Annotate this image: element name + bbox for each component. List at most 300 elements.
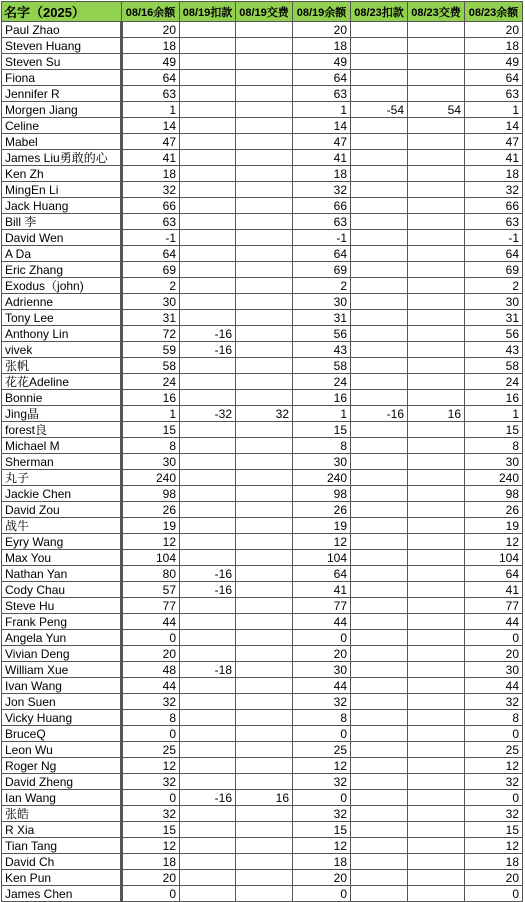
name-cell[interactable]: Sherman	[2, 454, 122, 470]
balance-0823-cell[interactable]: 19	[465, 518, 523, 534]
payment-0823-cell[interactable]	[408, 534, 465, 550]
name-cell[interactable]: Paul Zhao	[2, 22, 122, 38]
balance-0819-cell[interactable]: 43	[293, 342, 351, 358]
deduction-0819-cell[interactable]	[180, 358, 236, 374]
payment-0823-cell[interactable]	[408, 678, 465, 694]
deduction-0819-cell[interactable]	[180, 246, 236, 262]
balance-0819-cell[interactable]: 30	[293, 454, 351, 470]
balance-0823-cell[interactable]: 15	[465, 422, 523, 438]
payment-0823-cell[interactable]	[408, 214, 465, 230]
payment-0823-cell[interactable]	[408, 86, 465, 102]
name-cell[interactable]: Cody Chau	[2, 582, 122, 598]
deduction-0819-cell[interactable]	[180, 38, 236, 54]
deduction-0823-cell[interactable]	[351, 134, 408, 150]
payment-0823-cell[interactable]	[408, 182, 465, 198]
payment-0819-cell[interactable]	[236, 390, 293, 406]
balance-0816-cell[interactable]: 48	[122, 662, 180, 678]
payment-0823-cell[interactable]	[408, 278, 465, 294]
payment-0823-cell[interactable]	[408, 246, 465, 262]
balance-0819-cell[interactable]: 32	[293, 694, 351, 710]
payment-0823-cell[interactable]	[408, 726, 465, 742]
deduction-0823-cell[interactable]	[351, 198, 408, 214]
payment-0819-cell[interactable]	[236, 358, 293, 374]
balance-0823-cell[interactable]: 20	[465, 646, 523, 662]
deduction-0819-cell[interactable]	[180, 454, 236, 470]
payment-0823-cell[interactable]	[408, 358, 465, 374]
balance-0819-cell[interactable]: 18	[293, 38, 351, 54]
name-cell[interactable]: Ken Pun	[2, 870, 122, 886]
deduction-0819-cell[interactable]	[180, 694, 236, 710]
balance-0816-cell[interactable]: 104	[122, 550, 180, 566]
deduction-0823-cell[interactable]	[351, 214, 408, 230]
balance-0816-cell[interactable]: 1	[122, 406, 180, 422]
name-cell[interactable]: vivek	[2, 342, 122, 358]
balance-0816-cell[interactable]: 20	[122, 870, 180, 886]
deduction-0823-cell[interactable]	[351, 726, 408, 742]
name-cell[interactable]: Adrienne	[2, 294, 122, 310]
balance-0823-cell[interactable]: 44	[465, 614, 523, 630]
balance-0816-cell[interactable]: 1	[122, 102, 180, 118]
balance-0823-cell[interactable]: 18	[465, 166, 523, 182]
payment-0819-cell[interactable]	[236, 806, 293, 822]
name-cell[interactable]: Jack Huang	[2, 198, 122, 214]
payment-0823-cell[interactable]	[408, 694, 465, 710]
deduction-0819-cell[interactable]	[180, 470, 236, 486]
payment-0819-cell[interactable]	[236, 438, 293, 454]
deduction-0819-cell[interactable]	[180, 150, 236, 166]
payment-0819-cell[interactable]	[236, 262, 293, 278]
balance-0819-cell[interactable]: 20	[293, 870, 351, 886]
deduction-0823-cell[interactable]	[351, 294, 408, 310]
balance-0823-cell[interactable]: 16	[465, 390, 523, 406]
payment-0819-cell[interactable]	[236, 886, 293, 902]
balance-0819-cell[interactable]: 58	[293, 358, 351, 374]
balance-0819-cell[interactable]: 18	[293, 166, 351, 182]
balance-0816-cell[interactable]: 0	[122, 726, 180, 742]
name-cell[interactable]: Morgen Jiang	[2, 102, 122, 118]
deduction-0823-cell[interactable]	[351, 774, 408, 790]
payment-0823-cell[interactable]	[408, 886, 465, 902]
deduction-0819-cell[interactable]	[180, 390, 236, 406]
balance-0823-cell[interactable]: 41	[465, 150, 523, 166]
payment-0819-cell[interactable]: 16	[236, 790, 293, 806]
balance-0823-cell[interactable]: 63	[465, 214, 523, 230]
name-cell[interactable]: Ian Wang	[2, 790, 122, 806]
deduction-0823-cell[interactable]	[351, 358, 408, 374]
name-cell[interactable]: Steven Huang	[2, 38, 122, 54]
payment-0819-cell[interactable]	[236, 534, 293, 550]
deduction-0819-cell[interactable]: -32	[180, 406, 236, 422]
balance-0819-cell[interactable]: 2	[293, 278, 351, 294]
balance-0823-cell[interactable]: 32	[465, 694, 523, 710]
payment-0823-cell[interactable]	[408, 582, 465, 598]
deduction-0819-cell[interactable]	[180, 822, 236, 838]
balance-0816-cell[interactable]: 72	[122, 326, 180, 342]
balance-0816-cell[interactable]: 32	[122, 182, 180, 198]
payment-0819-cell[interactable]	[236, 38, 293, 54]
balance-0823-cell[interactable]: 32	[465, 182, 523, 198]
balance-0823-cell[interactable]: 20	[465, 870, 523, 886]
deduction-0823-cell[interactable]	[351, 822, 408, 838]
deduction-0819-cell[interactable]	[180, 550, 236, 566]
name-cell[interactable]: Eyry Wang	[2, 534, 122, 550]
balance-0823-cell[interactable]: 43	[465, 342, 523, 358]
deduction-0823-cell[interactable]	[351, 630, 408, 646]
balance-0819-cell[interactable]: 32	[293, 774, 351, 790]
deduction-0823-cell[interactable]	[351, 582, 408, 598]
payment-0823-cell[interactable]	[408, 774, 465, 790]
balance-0819-cell[interactable]: 47	[293, 134, 351, 150]
balance-0816-cell[interactable]: 12	[122, 758, 180, 774]
balance-0823-cell[interactable]: 30	[465, 454, 523, 470]
payment-0819-cell[interactable]	[236, 838, 293, 854]
balance-0816-cell[interactable]: 80	[122, 566, 180, 582]
balance-0819-cell[interactable]: 66	[293, 198, 351, 214]
deduction-0819-cell[interactable]	[180, 198, 236, 214]
balance-0823-cell[interactable]: 47	[465, 134, 523, 150]
payment-0819-cell[interactable]	[236, 470, 293, 486]
payment-0819-cell[interactable]	[236, 22, 293, 38]
name-cell[interactable]: forest良	[2, 422, 122, 438]
name-cell[interactable]: David Wen	[2, 230, 122, 246]
payment-0819-cell[interactable]	[236, 678, 293, 694]
balance-0823-cell[interactable]: 1	[465, 406, 523, 422]
deduction-0819-cell[interactable]	[180, 310, 236, 326]
deduction-0819-cell[interactable]: -16	[180, 342, 236, 358]
deduction-0819-cell[interactable]	[180, 182, 236, 198]
name-cell[interactable]: Vicky Huang	[2, 710, 122, 726]
payment-0823-cell[interactable]	[408, 502, 465, 518]
balance-0816-cell[interactable]: 64	[122, 246, 180, 262]
payment-0823-cell[interactable]	[408, 150, 465, 166]
balance-0816-cell[interactable]: 30	[122, 454, 180, 470]
deduction-0823-cell[interactable]	[351, 758, 408, 774]
balance-0816-cell[interactable]: 69	[122, 262, 180, 278]
deduction-0819-cell[interactable]	[180, 614, 236, 630]
payment-0823-cell[interactable]	[408, 374, 465, 390]
payment-0823-cell[interactable]	[408, 870, 465, 886]
payment-0823-cell[interactable]	[408, 646, 465, 662]
deduction-0823-cell[interactable]	[351, 486, 408, 502]
deduction-0823-cell[interactable]	[351, 886, 408, 902]
payment-0819-cell[interactable]	[236, 710, 293, 726]
balance-0823-cell[interactable]: 69	[465, 262, 523, 278]
balance-0819-cell[interactable]: 44	[293, 678, 351, 694]
balance-0823-cell[interactable]: 64	[465, 70, 523, 86]
deduction-0823-cell[interactable]	[351, 742, 408, 758]
payment-0823-cell[interactable]	[408, 742, 465, 758]
payment-0819-cell[interactable]	[236, 310, 293, 326]
payment-0819-cell[interactable]	[236, 150, 293, 166]
name-cell[interactable]: MingEn Li	[2, 182, 122, 198]
deduction-0823-cell[interactable]	[351, 646, 408, 662]
balance-0819-cell[interactable]: 41	[293, 150, 351, 166]
balance-0816-cell[interactable]: 8	[122, 710, 180, 726]
header-0819-balance[interactable]: 08/19余额	[293, 2, 351, 22]
payment-0823-cell[interactable]	[408, 470, 465, 486]
name-cell[interactable]: BruceQ	[2, 726, 122, 742]
header-0819-deduction[interactable]: 08/19扣款	[180, 2, 236, 22]
name-cell[interactable]: David Zou	[2, 502, 122, 518]
deduction-0823-cell[interactable]: -54	[351, 102, 408, 118]
deduction-0819-cell[interactable]	[180, 86, 236, 102]
deduction-0819-cell[interactable]: -16	[180, 566, 236, 582]
payment-0819-cell[interactable]	[236, 774, 293, 790]
balance-0819-cell[interactable]: 32	[293, 806, 351, 822]
balance-0823-cell[interactable]: 12	[465, 758, 523, 774]
deduction-0819-cell[interactable]	[180, 646, 236, 662]
balance-0816-cell[interactable]: 14	[122, 118, 180, 134]
balance-0816-cell[interactable]: 66	[122, 198, 180, 214]
deduction-0819-cell[interactable]	[180, 422, 236, 438]
name-cell[interactable]: Jon Suen	[2, 694, 122, 710]
balance-0816-cell[interactable]: 15	[122, 822, 180, 838]
balance-0823-cell[interactable]: 20	[465, 22, 523, 38]
name-cell[interactable]: Steve Hu	[2, 598, 122, 614]
balance-0816-cell[interactable]: 30	[122, 294, 180, 310]
balance-0816-cell[interactable]: 57	[122, 582, 180, 598]
payment-0823-cell[interactable]	[408, 566, 465, 582]
deduction-0819-cell[interactable]: -16	[180, 790, 236, 806]
header-name[interactable]: 名字（2025）	[2, 2, 122, 22]
payment-0823-cell[interactable]	[408, 438, 465, 454]
balance-0819-cell[interactable]: 44	[293, 614, 351, 630]
payment-0823-cell[interactable]: 54	[408, 102, 465, 118]
deduction-0823-cell[interactable]	[351, 502, 408, 518]
balance-0823-cell[interactable]: 30	[465, 294, 523, 310]
payment-0819-cell[interactable]	[236, 326, 293, 342]
balance-0816-cell[interactable]: 32	[122, 774, 180, 790]
header-0823-payment[interactable]: 08/23交费	[408, 2, 465, 22]
name-cell[interactable]: 花花Adeline	[2, 374, 122, 390]
deduction-0823-cell[interactable]	[351, 838, 408, 854]
name-cell[interactable]: Leon Wu	[2, 742, 122, 758]
balance-0823-cell[interactable]: 58	[465, 358, 523, 374]
payment-0819-cell[interactable]	[236, 86, 293, 102]
name-cell[interactable]: Anthony Lin	[2, 326, 122, 342]
deduction-0823-cell[interactable]	[351, 390, 408, 406]
deduction-0819-cell[interactable]	[180, 134, 236, 150]
deduction-0819-cell[interactable]	[180, 710, 236, 726]
name-cell[interactable]: Ivan Wang	[2, 678, 122, 694]
payment-0823-cell[interactable]	[408, 38, 465, 54]
balance-0816-cell[interactable]: 64	[122, 70, 180, 86]
balance-0823-cell[interactable]: 32	[465, 806, 523, 822]
payment-0823-cell[interactable]	[408, 710, 465, 726]
payment-0819-cell[interactable]	[236, 582, 293, 598]
deduction-0823-cell[interactable]	[351, 22, 408, 38]
balance-0816-cell[interactable]: 63	[122, 214, 180, 230]
balance-0819-cell[interactable]: 32	[293, 182, 351, 198]
payment-0819-cell[interactable]: 32	[236, 406, 293, 422]
deduction-0823-cell[interactable]	[351, 278, 408, 294]
deduction-0823-cell[interactable]	[351, 534, 408, 550]
payment-0819-cell[interactable]	[236, 550, 293, 566]
payment-0819-cell[interactable]	[236, 630, 293, 646]
deduction-0823-cell[interactable]	[351, 598, 408, 614]
deduction-0823-cell[interactable]	[351, 870, 408, 886]
name-cell[interactable]: Michael M	[2, 438, 122, 454]
name-cell[interactable]: Frank Peng	[2, 614, 122, 630]
balance-0816-cell[interactable]: 20	[122, 646, 180, 662]
payment-0819-cell[interactable]	[236, 646, 293, 662]
balance-0819-cell[interactable]: 64	[293, 246, 351, 262]
deduction-0823-cell[interactable]	[351, 374, 408, 390]
balance-0816-cell[interactable]: 19	[122, 518, 180, 534]
deduction-0819-cell[interactable]	[180, 886, 236, 902]
deduction-0823-cell[interactable]: -16	[351, 406, 408, 422]
payment-0819-cell[interactable]	[236, 182, 293, 198]
payment-0819-cell[interactable]	[236, 598, 293, 614]
balance-0819-cell[interactable]: 12	[293, 758, 351, 774]
balance-0816-cell[interactable]: 15	[122, 422, 180, 438]
name-cell[interactable]: Angela Yun	[2, 630, 122, 646]
deduction-0823-cell[interactable]	[351, 614, 408, 630]
balance-0819-cell[interactable]: 56	[293, 326, 351, 342]
balance-0816-cell[interactable]: 58	[122, 358, 180, 374]
balance-0819-cell[interactable]: 12	[293, 534, 351, 550]
balance-0816-cell[interactable]: 24	[122, 374, 180, 390]
balance-0819-cell[interactable]: 24	[293, 374, 351, 390]
deduction-0823-cell[interactable]	[351, 150, 408, 166]
deduction-0823-cell[interactable]	[351, 806, 408, 822]
deduction-0819-cell[interactable]	[180, 278, 236, 294]
deduction-0823-cell[interactable]	[351, 694, 408, 710]
payment-0819-cell[interactable]	[236, 198, 293, 214]
payment-0823-cell[interactable]	[408, 806, 465, 822]
payment-0819-cell[interactable]	[236, 102, 293, 118]
balance-0816-cell[interactable]: 18	[122, 166, 180, 182]
balance-0819-cell[interactable]: 63	[293, 214, 351, 230]
balance-0823-cell[interactable]: 41	[465, 582, 523, 598]
balance-0819-cell[interactable]: 25	[293, 742, 351, 758]
name-cell[interactable]: David Ch	[2, 854, 122, 870]
balance-0823-cell[interactable]: 64	[465, 566, 523, 582]
balance-0823-cell[interactable]: 104	[465, 550, 523, 566]
payment-0819-cell[interactable]	[236, 854, 293, 870]
balance-0823-cell[interactable]: 49	[465, 54, 523, 70]
balance-0823-cell[interactable]: 0	[465, 726, 523, 742]
deduction-0823-cell[interactable]	[351, 438, 408, 454]
payment-0823-cell[interactable]	[408, 454, 465, 470]
balance-0816-cell[interactable]: 49	[122, 54, 180, 70]
deduction-0819-cell[interactable]	[180, 166, 236, 182]
payment-0819-cell[interactable]	[236, 662, 293, 678]
name-cell[interactable]: William Xue	[2, 662, 122, 678]
balance-0819-cell[interactable]: 14	[293, 118, 351, 134]
balance-0819-cell[interactable]: 26	[293, 502, 351, 518]
payment-0823-cell[interactable]	[408, 230, 465, 246]
payment-0819-cell[interactable]	[236, 118, 293, 134]
name-cell[interactable]: 战牛	[2, 518, 122, 534]
deduction-0819-cell[interactable]	[180, 54, 236, 70]
deduction-0819-cell[interactable]	[180, 838, 236, 854]
name-cell[interactable]: James Chen	[2, 886, 122, 902]
balance-0823-cell[interactable]: 31	[465, 310, 523, 326]
deduction-0819-cell[interactable]	[180, 70, 236, 86]
deduction-0819-cell[interactable]	[180, 678, 236, 694]
deduction-0819-cell[interactable]	[180, 518, 236, 534]
balance-0819-cell[interactable]: 19	[293, 518, 351, 534]
deduction-0819-cell[interactable]	[180, 598, 236, 614]
deduction-0823-cell[interactable]	[351, 38, 408, 54]
balance-0816-cell[interactable]: 8	[122, 438, 180, 454]
payment-0823-cell[interactable]	[408, 790, 465, 806]
payment-0819-cell[interactable]	[236, 822, 293, 838]
payment-0823-cell[interactable]	[408, 54, 465, 70]
balance-0823-cell[interactable]: 26	[465, 502, 523, 518]
balance-0819-cell[interactable]: 15	[293, 822, 351, 838]
payment-0819-cell[interactable]	[236, 726, 293, 742]
balance-0823-cell[interactable]: 18	[465, 854, 523, 870]
balance-0819-cell[interactable]: 20	[293, 646, 351, 662]
balance-0816-cell[interactable]: 44	[122, 678, 180, 694]
balance-0816-cell[interactable]: 31	[122, 310, 180, 326]
balance-0823-cell[interactable]: 32	[465, 774, 523, 790]
payment-0819-cell[interactable]	[236, 742, 293, 758]
balance-0816-cell[interactable]: 32	[122, 806, 180, 822]
balance-0823-cell[interactable]: 14	[465, 118, 523, 134]
balance-0816-cell[interactable]: 44	[122, 614, 180, 630]
deduction-0823-cell[interactable]	[351, 54, 408, 70]
deduction-0823-cell[interactable]	[351, 454, 408, 470]
payment-0819-cell[interactable]	[236, 54, 293, 70]
deduction-0819-cell[interactable]	[180, 774, 236, 790]
balance-0819-cell[interactable]: 30	[293, 662, 351, 678]
payment-0823-cell[interactable]	[408, 118, 465, 134]
payment-0823-cell[interactable]	[408, 70, 465, 86]
payment-0823-cell[interactable]	[408, 326, 465, 342]
balance-0819-cell[interactable]: 104	[293, 550, 351, 566]
deduction-0823-cell[interactable]	[351, 166, 408, 182]
balance-0816-cell[interactable]: 59	[122, 342, 180, 358]
name-cell[interactable]: Bill 李	[2, 214, 122, 230]
balance-0816-cell[interactable]: 47	[122, 134, 180, 150]
balance-0823-cell[interactable]: 66	[465, 198, 523, 214]
name-cell[interactable]: Roger Ng	[2, 758, 122, 774]
balance-0819-cell[interactable]: 1	[293, 102, 351, 118]
name-cell[interactable]: Exodus（john)	[2, 278, 122, 294]
balance-0819-cell[interactable]: 98	[293, 486, 351, 502]
payment-0819-cell[interactable]	[236, 758, 293, 774]
payment-0819-cell[interactable]	[236, 294, 293, 310]
deduction-0819-cell[interactable]	[180, 118, 236, 134]
payment-0819-cell[interactable]	[236, 342, 293, 358]
deduction-0819-cell[interactable]	[180, 486, 236, 502]
name-cell[interactable]: David Zheng	[2, 774, 122, 790]
payment-0823-cell[interactable]	[408, 822, 465, 838]
payment-0819-cell[interactable]	[236, 70, 293, 86]
payment-0823-cell[interactable]	[408, 22, 465, 38]
payment-0819-cell[interactable]	[236, 870, 293, 886]
balance-0816-cell[interactable]: 18	[122, 38, 180, 54]
payment-0819-cell[interactable]	[236, 518, 293, 534]
balance-0816-cell[interactable]: 240	[122, 470, 180, 486]
payment-0819-cell[interactable]	[236, 454, 293, 470]
balance-0819-cell[interactable]: 77	[293, 598, 351, 614]
name-cell[interactable]: Mabel	[2, 134, 122, 150]
payment-0823-cell[interactable]	[408, 198, 465, 214]
payment-0819-cell[interactable]	[236, 566, 293, 582]
deduction-0823-cell[interactable]	[351, 182, 408, 198]
name-cell[interactable]: Jackie Chen	[2, 486, 122, 502]
payment-0819-cell[interactable]	[236, 278, 293, 294]
deduction-0823-cell[interactable]	[351, 550, 408, 566]
payment-0823-cell[interactable]	[408, 838, 465, 854]
balance-0816-cell[interactable]: 0	[122, 790, 180, 806]
payment-0823-cell[interactable]	[408, 262, 465, 278]
balance-0816-cell[interactable]: 63	[122, 86, 180, 102]
